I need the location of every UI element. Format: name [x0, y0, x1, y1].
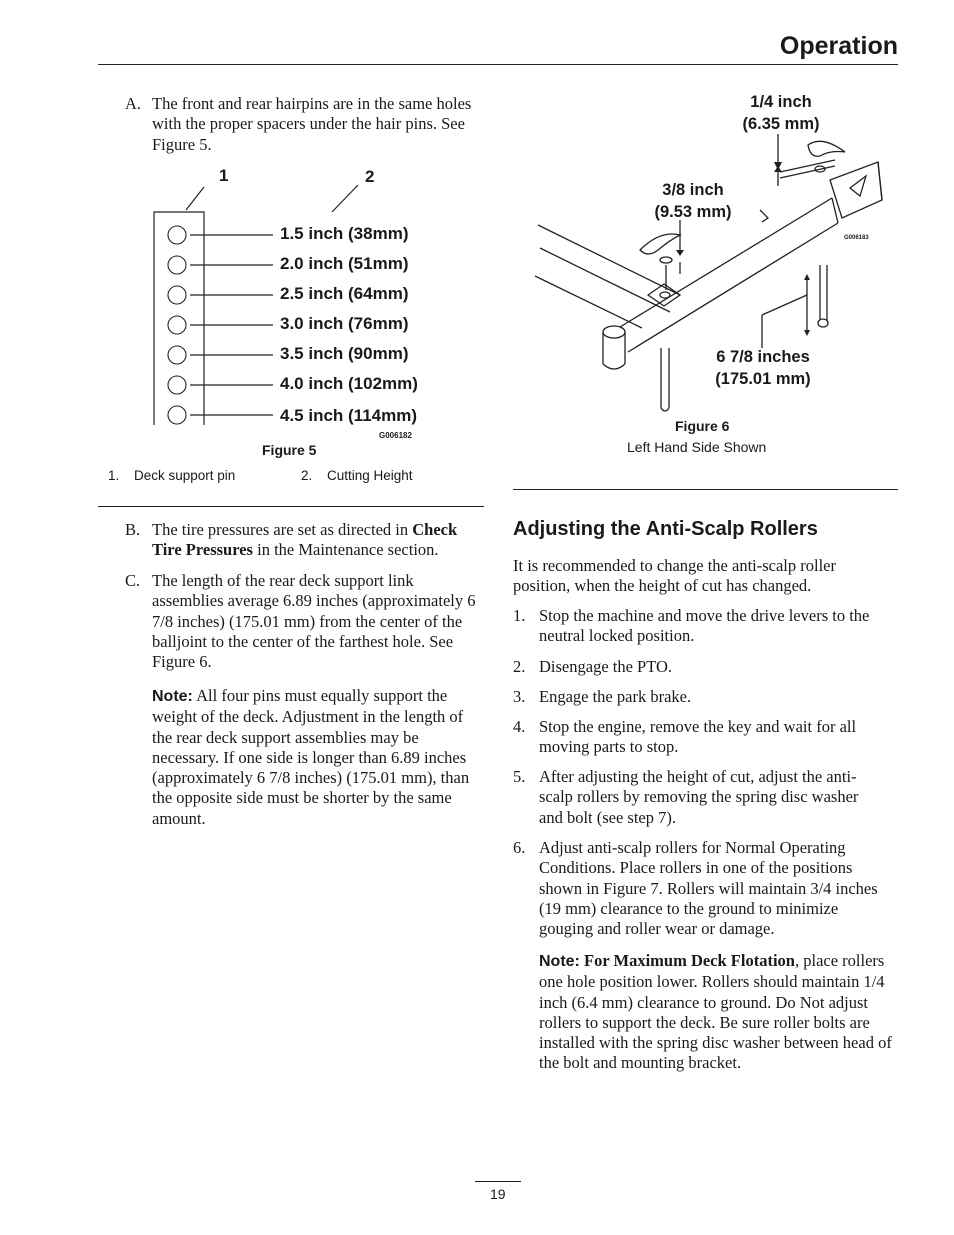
- item-c-text: The length of the rear deck support link assemblies average 6.89 inches (approximately 6 7/8 inches) (175.01 mm) from the center of the balljoint to the center of the farthest hole. See Figure 6.: [152, 571, 476, 672]
- step-text: Disengage the PTO.: [539, 657, 673, 676]
- step-number: 3.: [513, 687, 526, 706]
- cutting-height-label: 3.5 inch (90mm): [280, 344, 409, 363]
- step-text: After adjusting the height of cut, adjust the anti-scalp rollers by removing the spring disc washer and bolt (see step 7).: [539, 767, 859, 827]
- dim-quarter-line-1: 1/4 inch: [750, 93, 812, 111]
- dim-quarter-inch: [726, 91, 836, 135]
- item-b-letter: B.: [125, 520, 141, 539]
- page-number: 19: [490, 1186, 506, 1202]
- step-text: Stop the machine and move the drive levers to the neutral locked position.: [539, 606, 870, 646]
- step-number: 2.: [513, 657, 526, 676]
- step-number: 1.: [513, 606, 526, 625]
- item-b-text: [152, 520, 486, 561]
- cutting-height-label: 3.0 inch (76mm): [280, 314, 409, 333]
- left-note-label: Note:: [152, 688, 193, 705]
- deck-support-hole: [168, 346, 186, 364]
- header-rule: [98, 64, 898, 65]
- footer-rule: [475, 1181, 521, 1182]
- left-note-text: All four pins must equally support the weight of the deck. Adjustment in the length of the rear deck support assemblies may be necessary. If one side is longer than 6.89 inches (approximately 6 7/8 inches) (175.01 mm), than the opposite side must be shorter by the same amount.: [152, 686, 470, 828]
- intro-text: It is recommended to change the anti-scalp roller position, when the height of cut has changed.: [513, 556, 836, 596]
- deck-support-hole: [168, 376, 186, 394]
- dim-three-eighths-line-1: 3/8 inch: [662, 181, 724, 199]
- step-text: Stop the engine, remove the key and wait for all moving parts to stop.: [539, 717, 857, 757]
- dim-six-seven-eighths: [700, 346, 826, 390]
- cutting-height-label: 2.0 inch (51mm): [280, 254, 409, 273]
- item-b-bold: Check Tire Pressures: [152, 520, 458, 560]
- right-note-text: , place rollers one hole position lower. Rollers should maintain 1/4 inch (6.4 mm) clearance to ground. Do Not adjust rollers to support the deck. Be sure roller bolts are installed with the spring disc washer between head of the bolt and mounting bracket.: [539, 951, 892, 1073]
- deck-support-hole: [168, 316, 186, 334]
- figure-6: [530, 90, 900, 425]
- figure-5-legend-num-1: 1.: [108, 468, 120, 483]
- step-text: Adjust anti-scalp rollers for Normal Operating Conditions. Place rollers in one of the positions shown in Figure 7. Rollers will maintain 3/4 inches (19 mm) clearance to the ground to minimize gouging and roller wear or damage.: [539, 838, 878, 939]
- deck-support-hole: [168, 286, 186, 304]
- deck-support-hole: [168, 256, 186, 274]
- dim-three-eighths-line-2: (9.53 mm): [654, 203, 732, 221]
- cutting-height-label: 4.0 inch (102mm): [280, 374, 418, 393]
- deck-support-hole: [168, 406, 186, 424]
- left-note: [152, 686, 486, 829]
- figure-6-rule: [513, 489, 898, 490]
- item-b-post: in the Maintenance section.: [252, 540, 439, 560]
- dim-quarter-line-2: (6.35 mm): [742, 115, 820, 133]
- figure-5-code: G006182: [379, 431, 412, 440]
- dim-three-eighths-inch: [638, 179, 748, 223]
- right-note-bold: For Maximum Deck Flotation: [584, 951, 795, 970]
- step-number: 4.: [513, 717, 526, 736]
- step-number: 6.: [513, 838, 526, 857]
- figure-6-caption: Figure 6: [675, 418, 730, 434]
- figure-5-legend-num-2: 2.: [301, 468, 313, 483]
- cutting-height-label: 1.5 inch (38mm): [280, 224, 409, 243]
- item-a-letter: A.: [125, 94, 142, 113]
- cutting-height-label: 4.5 inch (114mm): [280, 406, 418, 425]
- item-c-letter: C.: [125, 571, 141, 590]
- figure-6-code: G006183: [844, 235, 869, 241]
- figure-5-callout-2: 2: [365, 167, 375, 186]
- section-title: Operation: [779, 32, 898, 60]
- item-b-pre: The tire pressures are set as directed in: [152, 520, 413, 539]
- figure-5-legend-text-2: Cutting Height: [327, 468, 413, 483]
- step-text: Engage the park brake.: [539, 687, 692, 706]
- dim-six-line-2: (175.01 mm): [715, 370, 811, 388]
- figure-5-rule: [98, 506, 484, 507]
- section-heading: Adjusting the Anti-Scalp Rollers: [513, 518, 818, 540]
- figure-5-legend-text-1: Deck support pin: [134, 468, 236, 483]
- step-number: 5.: [513, 767, 526, 786]
- figure-6-subcaption: Left Hand Side Shown: [627, 439, 767, 455]
- item-a-text: The front and rear hairpins are in the same holes with the proper spacers under the hair pins. See Figure 5.: [152, 94, 472, 154]
- deck-support-hole: [168, 226, 186, 244]
- cutting-height-label: 2.5 inch (64mm): [280, 284, 409, 303]
- figure-5: [150, 160, 450, 450]
- right-note: [539, 951, 895, 1074]
- dim-six-line-1: 6 7/8 inches: [716, 348, 810, 366]
- figure-5-caption: Figure 5: [262, 442, 317, 458]
- right-note-label: Note:: [539, 953, 580, 970]
- figure-5-callout-1: 1: [219, 166, 229, 185]
